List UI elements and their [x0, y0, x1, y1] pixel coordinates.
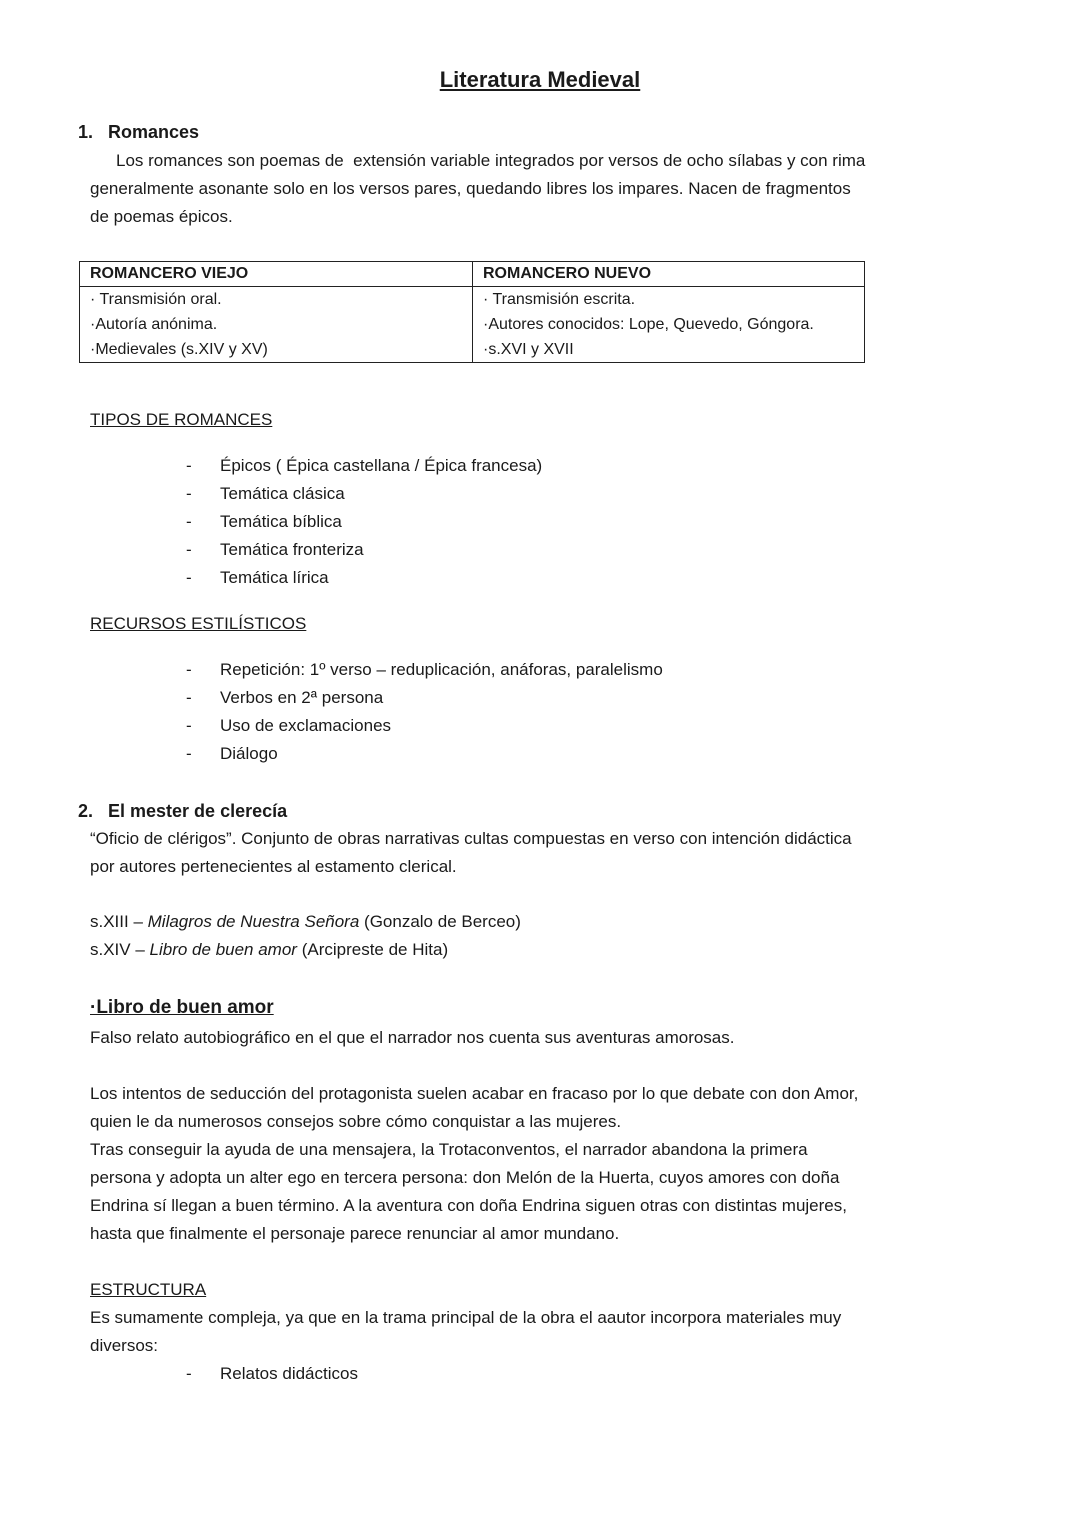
tipos-heading: TIPOS DE ROMANCES: [90, 410, 273, 429]
work-author: (Gonzalo de Berceo): [359, 912, 521, 931]
table-cell-line: ·s.XVI y XVII: [483, 341, 574, 358]
romancero-table: [79, 261, 865, 363]
lba-paragraph-line: hasta que finalmente el personaje parece renunciar al amor mundano.: [90, 1224, 620, 1243]
list-item: Repetición: 1º verso – reduplicación, anáforas, paralelismo: [220, 660, 663, 679]
list-item: Uso de exclamaciones: [220, 716, 392, 735]
list-dash: -: [186, 1364, 192, 1383]
list-dash: -: [186, 456, 192, 475]
table-header-nuevo: ROMANCERO NUEVO: [473, 262, 865, 287]
lba-paragraph-line: persona y adopta un alter ego en tercera persona: don Melón de la Huerta, cuyos amores con doña: [90, 1168, 840, 1187]
lba-paragraph-line: Endrina sí llegan a buen término. A la aventura con doña Endrina siguen otras con distintas mujeres,: [90, 1196, 847, 1215]
list-dash: -: [186, 660, 192, 679]
list-dash: -: [186, 716, 192, 735]
table-header-row: [80, 262, 865, 287]
list-item: Temática clásica: [220, 484, 345, 503]
table-cell-line: ·Medievales (s.XIV y XV): [90, 341, 268, 358]
estructura-paragraph-line: Es sumamente compleja, ya que en la trama principal de la obra el aautor incorpora materiales muy: [90, 1308, 842, 1327]
work-title: Milagros de Nuestra Señora: [147, 912, 360, 931]
list-item: Diálogo: [220, 744, 278, 763]
table-cell-nuevo: [473, 287, 865, 363]
table-row: [80, 287, 865, 363]
table-header-viejo: ROMANCERO VIEJO: [80, 262, 473, 287]
list-item: Temática bíblica: [220, 512, 342, 531]
estructura-paragraph-line: diversos:: [90, 1336, 159, 1355]
list-dash: -: [186, 512, 192, 531]
lba-intro: Falso relato autobiográfico en el que el narrador nos cuenta sus aventuras amorosas.: [90, 1028, 735, 1047]
list-dash: -: [186, 568, 192, 587]
list-item: Temática lírica: [220, 568, 329, 587]
list-item: Verbos en 2ª persona: [220, 688, 384, 707]
section-1-heading: 1. Romances: [78, 122, 200, 142]
lba-paragraph-line: quien le da numerosos consejos sobre cómo conquistar a las mujeres.: [90, 1112, 622, 1131]
lba-paragraph-line: Los intentos de seducción del protagonista suelen acabar en fracaso por lo que debate con don Amor,: [90, 1084, 859, 1103]
table-cell-line: ·Autoría anónima.: [90, 316, 218, 333]
work-author: (Arcipreste de Hita): [296, 940, 449, 959]
table-cell-line: · Transmisión escrita.: [483, 291, 636, 308]
clerecia-paragraph-line: por autores pertenecientes al estamento clerical.: [90, 857, 457, 876]
romances-paragraph-line: Los romances son poemas de extensión variable integrados por versos de ocho sílabas y con rima: [116, 151, 866, 170]
work-century: s.XIII –: [90, 912, 148, 931]
section-2-heading: 2. El mester de clerecía: [78, 801, 288, 821]
list-dash: -: [186, 540, 192, 559]
work-title: Libro de buen amor: [149, 940, 297, 959]
list-item: Relatos didácticos: [220, 1364, 358, 1383]
work-line: [90, 908, 521, 936]
work-line: [90, 936, 448, 964]
lba-paragraph-line: Tras conseguir la ayuda de una mensajera, la Trotaconventos, el narrador abandona la primera: [90, 1140, 808, 1159]
libro-buen-amor-heading: ·Libro de buen amor: [90, 997, 274, 1018]
list-dash: -: [186, 688, 192, 707]
document-title: Literatura Medieval: [439, 67, 641, 92]
table-cell-viejo: [80, 287, 473, 363]
clerecia-paragraph-line: “Oficio de clérigos”. Conjunto de obras narrativas cultas compuestas en verso con intención didáctica: [90, 829, 852, 848]
romances-paragraph-line: de poemas épicos.: [90, 207, 233, 226]
table-cell-line: ·Autores conocidos: Lope, Quevedo, Góngora.: [483, 316, 814, 333]
work-century: s.XIV –: [90, 940, 150, 959]
estructura-heading: ESTRUCTURA: [90, 1280, 207, 1299]
recursos-heading: RECURSOS ESTILÍSTICOS: [90, 614, 307, 633]
table-cell-line: · Transmisión oral.: [90, 291, 222, 308]
list-item: Temática fronteriza: [220, 540, 364, 559]
list-dash: -: [186, 484, 192, 503]
romances-paragraph-line: generalmente asonante solo en los versos pares, quedando libres los impares. Nacen de fragmentos: [90, 179, 851, 198]
list-dash: -: [186, 744, 192, 763]
list-item: Épicos ( Épica castellana / Épica francesa): [220, 456, 543, 475]
